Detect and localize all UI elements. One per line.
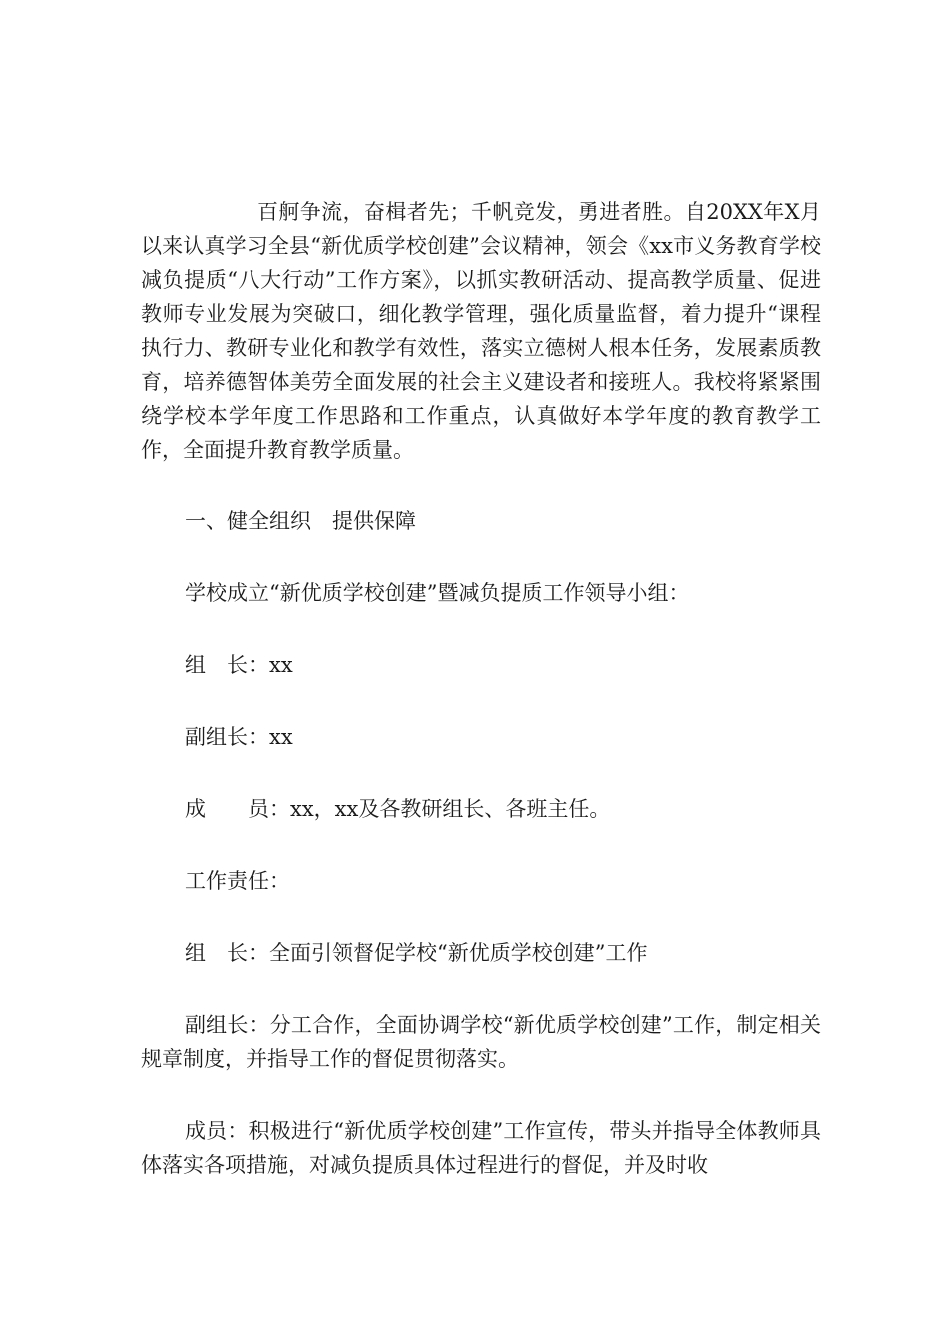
members-line: 成 员：xx，xx及各教研组长、各班主任。 — [185, 797, 611, 821]
deputy-leader-line: 副组长：xx — [185, 725, 293, 749]
section-heading: 一、健全组织 提供保障 — [185, 509, 416, 533]
deputy-duty-paragraph: 副组长：分工合作，全面协调学校“新优质学校创建”工作，制定相关规章制度，并指导工作的督促贯彻落实。 — [141, 1013, 821, 1071]
members-duty-paragraph: 成员：积极进行“新优质学校创建”工作宣传，带头并指导全体教师具体落实各项措施，对减负提质具体过程进行的督促，并及时收 — [141, 1119, 821, 1177]
group-intro-paragraph: 学校成立“新优质学校创建”暨减负提质工作领导小组： — [185, 581, 690, 605]
document-body — [141, 195, 821, 1182]
leader-duty-line: 组 长：全面引领督促学校“新优质学校创建”工作 — [185, 941, 648, 965]
leader-line: 组 长：xx — [185, 653, 293, 677]
duties-heading: 工作责任： — [185, 869, 290, 893]
intro-paragraph: 百舸争流，奋楫者先；千帆竞发，勇进者胜。自20XX年X月以来认真学习全县“新优质学校创建”会议精神，领会《xx市义务教育学校减负提质“八大行动”工作方案》，以抓实教研活动、提高教学质量、促进教师专业发展为突破口，细化教学管理，强化质量监督，着力提升“课程执行力、教研专业化和教学有效性，落实立德树人根本任务，发展素质教育，培养德智体美劳全面发展的社会主义建设者和接班人。我校将紧紧围绕学校本学年度工作思路和工作重点，认真做好本学年度的教育教学工作，全面提升教育教学质量。 — [141, 200, 821, 462]
